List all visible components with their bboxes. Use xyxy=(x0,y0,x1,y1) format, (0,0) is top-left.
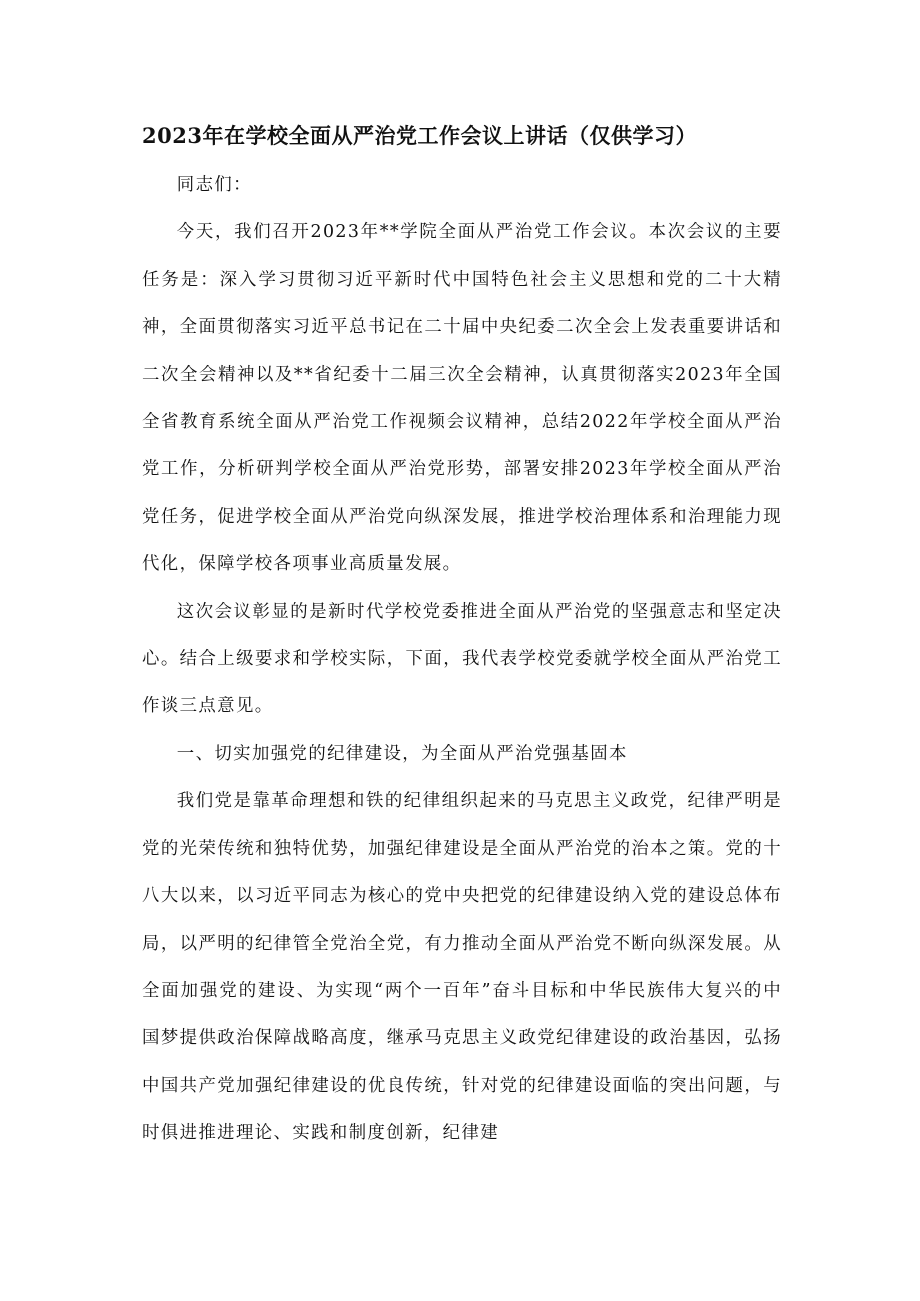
document-body xyxy=(142,162,782,1158)
document-title: 2023年在学校全面从严治党工作会议上讲话（仅供学习） xyxy=(142,123,697,148)
paragraph-intro: 今天，我们召开2023年**学院全面从严治党工作会议。本次会议的主要任务是：深入学习贯彻习近平新时代中国特色社会主义思想和党的二十大精神，全面贯彻落实习近平总书记在二十届中央纪委二次全会上发表重要讲话和二次全会精神以及**省纪委十二届三次全会精神，认真贯彻落实2023年全国全省教育系统全面从严治党工作视频会议精神，总结2022年学校全面从严治党工作，分析研判学校全面从严治党形势，部署安排2023年学校全面从严治党任务，促进学校全面从严治党向纵深发展，推进学校治理体系和治理能力现代化，保障学校各项事业高质量发展。 xyxy=(142,222,782,575)
paragraph-discipline: 我们党是靠革命理想和铁的纪律组织起来的马克思主义政党，纪律严明是党的光荣传统和独特优势，加强纪律建设是全面从严治党的治本之策。党的十八大以来，以习近平同志为核心的党中央把党的纪律建设纳入党的建设总体布局，以严明的纪律管全党治全党，有力推动全面从严治党不断向纵深发展。从全面加强党的建设、为实现“两个一百年”奋斗目标和中华民族伟大复兴的中国梦提供政治保障战略高度，继承马克思主义政党纪律建设的政治基因，弘扬中国共产党加强纪律建设的优良传统，针对党的纪律建设面临的突出问题，与时俱进推进理论、实践和制度创新，纪律建 xyxy=(142,791,782,1144)
salutation: 同志们： xyxy=(176,175,252,195)
paragraph-opinions: 这次会议彰显的是新时代学校党委推进全面从严治党的坚强意志和坚定决心。结合上级要求和学校实际，下面，我代表学校党委就学校全面从严治党工作谈三点意见。 xyxy=(142,601,782,717)
section-heading: 一、切实加强党的纪律建设，为全面从严治党强基固本 xyxy=(176,743,628,764)
